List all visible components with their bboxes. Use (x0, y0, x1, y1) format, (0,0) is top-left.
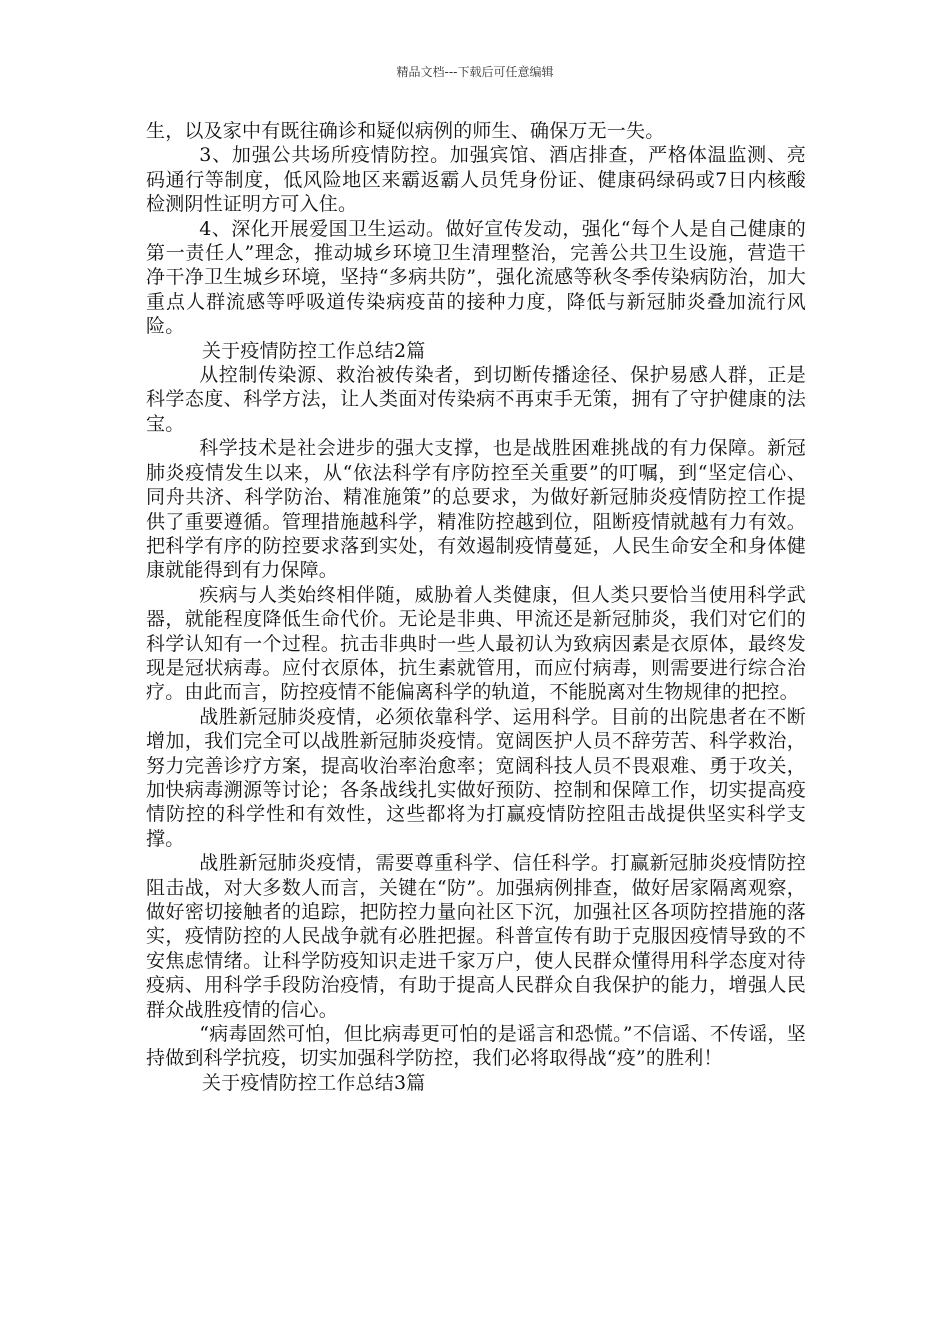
paragraph-control-source: 从控制传染源、救治被传染者，到切断传播途径、保护易感人群，正是科学态度、科学方法，让人类面对传染病不再束手无策，拥有了守护健康的法宝。 (146, 364, 806, 435)
document-body (146, 119, 806, 1095)
paragraph-rely-on-science: 战胜新冠肺炎疫情，必须依靠科学、运用科学。目前的出院患者在不断增加，我们完全可以战胜新冠肺炎疫情。宽阔医护人员不辞劳苦、科学救治，努力完善诊疗方案，提高收治率治愈率；宽阔科技人员不畏艰难、勇于攻关，加快病毒溯源等讨论；各条战线扎实做好预防、控制和保障工作，切实提高疫情防控的科学性和有效性，这些都将为打赢疫情防控阻击战提供坚实科学支撑。 (146, 705, 806, 850)
paragraph-rumor: “病毒固然可怕，但比病毒更可怕的是谣言和恐慌。”不信谣、不传谣，坚持做到科学抗疫，切实加强科学防控，我们必将取得战“疫”的胜利！ (146, 1023, 806, 1070)
paragraph-patriotic-health: 4、深化开展爱国卫生运动。做好宣传发动，强化“每个人是自己健康的第一责任人”理念，推动城乡环境卫生清理整治，完善公共卫生设施，营造干净干净卫生城乡环境，坚持“多病共防”，强化流感等秋冬季传染病防治，加大重点人群流感等呼吸道传染病疫苗的接种力度，降低与新冠肺炎叠加流行风险。 (146, 217, 806, 338)
page-header: 精品文档---下载后可任意编辑 (396, 65, 554, 79)
section-title-3: 关于疫情防控工作总结3篇 (202, 1071, 426, 1094)
paragraph-disease-history: 疾病与人类始终相伴随，威胁着人类健康，但人类只要恰当使用科学武器，就能程度降低生命代价。无论是非典、甲流还是新冠肺炎，我们对它们的科学认知有一个过程。抗击非典时一些人最初认为致病因素是衣原体，最终发现是冠状病毒。应付衣原体，抗生素就管用，而应付病毒，则需要进行综合治疗。由此而言，防控疫情不能偏离科学的轨道，不能脱离对生物规律的把控。 (146, 583, 806, 704)
paragraph-continuation: 生，以及家中有既往确诊和疑似病例的师生、确保万无一失。 (146, 120, 665, 142)
paragraph-public-places: 3、加强公共场所疫情防控。加强宾馆、酒店排查，严格体温监测、亮码通行等制度，低风险地区来霸返霸人员凭身份证、健康码绿码或7日内核酸检测阴性证明方可入住。 (146, 144, 806, 216)
paragraph-science-support: 科学技术是社会进步的强大支撑，也是战胜困难挑战的有力保障。新冠肺炎疫情发生以来，从“依法科学有序防控至关重要”的叮嘱，到“坚定信心、同舟共济、科学防治、精准施策”的总要求，为做好新冠肺炎疫情防控工作提供了重要遵循。管理措施越科学，精准防控越到位，阻断疫情就越有力有效。把科学有序的防控要求落到实处，有效遏制疫情蔓延，人民生命安全和身体健康就能得到有力保障。 (146, 437, 806, 582)
paragraph-trust-science: 战胜新冠肺炎疫情，需要尊重科学、信任科学。打赢新冠肺炎疫情防控阻击战，对大多数人而言，关键在“防”。加强病例排查，做好居家隔离观察，做好密切接触者的追踪，把防控力量向社区下沉，加强社区各项防控措施的落实，疫情防控的人民战争就有必胜把握。科普宣传有助于克服因疫情导致的不安焦虑情绪。让科学防疫知识走进千家万户，使人民群众懂得用科学态度对待疫病、用科学手段防治疫情，有助于提高人民群众自我保护的能力，增强人民群众战胜疫情的信心。 (146, 852, 806, 1021)
section-title-2: 关于疫情防控工作总结2篇 (202, 339, 426, 362)
